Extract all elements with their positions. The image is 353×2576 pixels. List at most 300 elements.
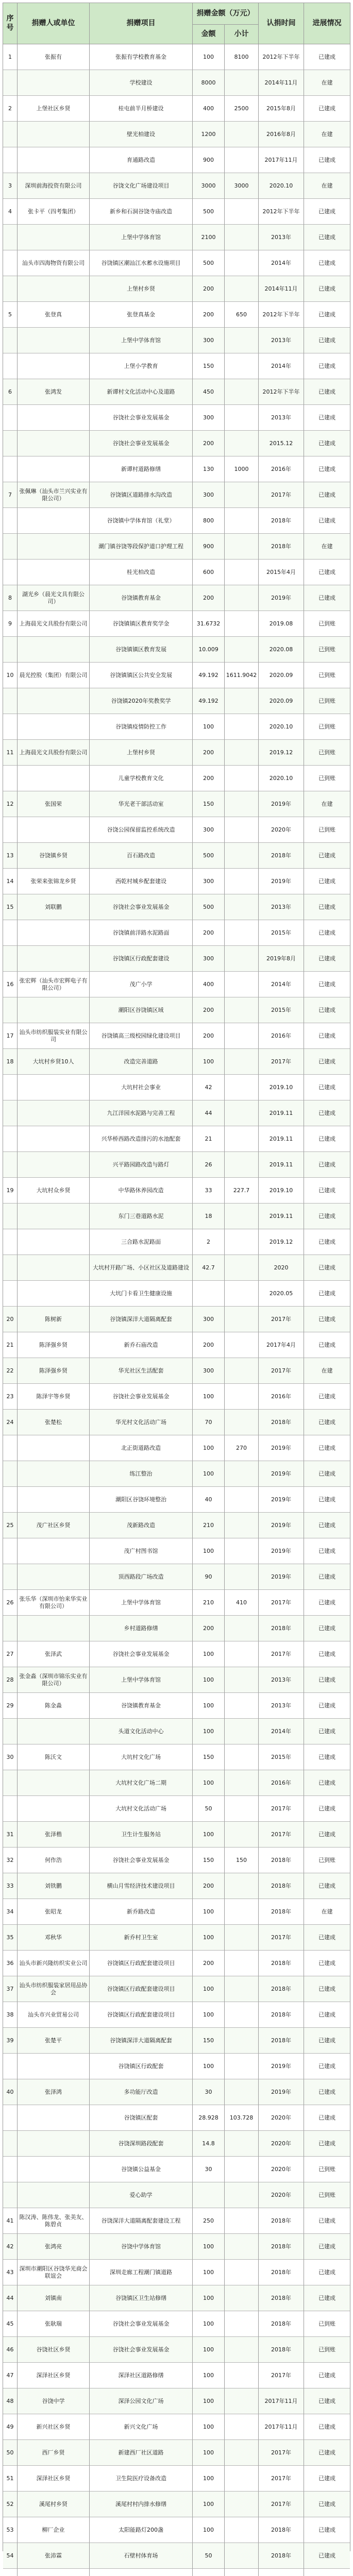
row-project: 新乔村卫生室	[90, 1925, 193, 1951]
table-row	[3, 2466, 350, 2492]
row-index: 36	[3, 1951, 18, 1976]
row-progress: 已建成	[304, 1100, 350, 1126]
row-amount: 100	[193, 2285, 225, 2311]
row-pledge-time: 2015年	[259, 1744, 304, 1770]
row-progress: 已建成	[304, 44, 350, 70]
row-pledge-time: 2019年	[259, 585, 304, 611]
header-progress: 进展情况	[304, 3, 350, 44]
row-amount: 10.009	[193, 637, 225, 663]
row-pledge-time: 2015年	[259, 920, 304, 946]
table-row	[3, 1719, 350, 1744]
row-donor	[18, 1538, 90, 1564]
row-amount: 49.192	[193, 688, 225, 714]
row-project: 上堡村乡贤	[90, 740, 193, 766]
row-pledge-time: 2018年	[259, 1848, 304, 1873]
table-row	[3, 2311, 350, 2337]
row-pledge-time: 2019.08	[259, 611, 304, 637]
row-progress: 已到账	[304, 611, 350, 637]
row-project: 育通路改造	[90, 147, 193, 173]
row-donor	[18, 920, 90, 946]
row-progress: 已建成	[304, 2440, 350, 2466]
row-subtotal	[225, 1976, 259, 2002]
row-subtotal	[225, 2311, 259, 2337]
row-progress: 已建成	[304, 250, 350, 276]
row-index: 34	[3, 1899, 18, 1925]
row-donor: 深泽社区乡贤	[18, 2466, 90, 2492]
row-pledge-time: 2019年8月	[259, 946, 304, 972]
row-pledge-time: 2017年11月	[259, 147, 304, 173]
row-progress: 在建	[304, 791, 350, 817]
row-amount: 100	[193, 2492, 225, 2517]
row-donor	[18, 1100, 90, 1126]
row-index: 10	[3, 663, 18, 688]
row-project: 新乔石庙改造	[90, 1332, 193, 1358]
row-pledge-time: 2013年	[259, 1693, 304, 1719]
row-index	[3, 1616, 18, 1641]
row-pledge-time: 2016年	[259, 1770, 304, 1796]
row-subtotal: 1000	[225, 456, 259, 482]
row-index: 4	[3, 199, 18, 225]
table-row	[3, 1332, 350, 1358]
row-project: 大坑村开路广场、小区社区及道路建设	[90, 1255, 193, 1281]
row-progress: 已建成	[304, 2002, 350, 2028]
row-donor	[18, 1770, 90, 1796]
row-amount: 21	[193, 1126, 225, 1152]
row-index: 20	[3, 1307, 18, 1332]
table-row	[3, 2028, 350, 2054]
row-donor: 溪尾村乡贤	[18, 2492, 90, 2517]
row-index: 19	[3, 1178, 18, 1204]
row-progress: 已建成	[304, 1641, 350, 1667]
row-project: 张振有学校教育基金	[90, 44, 193, 70]
row-subtotal	[225, 534, 259, 560]
row-donor: 茂广社区乡贤	[18, 1513, 90, 1538]
row-project: 东门三巷道路水泥	[90, 1204, 193, 1229]
row-progress: 已建成	[304, 1384, 350, 1410]
row-index	[3, 2157, 18, 2182]
row-pledge-time: 2019.11	[259, 1204, 304, 1229]
row-donor	[18, 1616, 90, 1641]
row-pledge-time: 2017年	[259, 1307, 304, 1332]
table-row	[3, 1487, 350, 1513]
row-subtotal	[225, 766, 259, 791]
row-donor	[18, 1075, 90, 1100]
row-index	[3, 405, 18, 431]
row-progress: 已建成	[304, 1616, 350, 1641]
row-subtotal	[225, 1822, 259, 1848]
row-index: 31	[3, 1822, 18, 1848]
row-donor: 晨光控股（集团）有限公司	[18, 663, 90, 688]
row-project: 新乔路改造	[90, 1899, 193, 1925]
row-amount: 30	[193, 2079, 225, 2105]
row-subtotal	[225, 637, 259, 663]
row-index	[3, 328, 18, 353]
row-index	[3, 276, 18, 302]
row-subtotal	[225, 1461, 259, 1487]
row-amount: 100	[193, 1719, 225, 1744]
row-progress: 在建	[304, 122, 350, 147]
table-row	[3, 1126, 350, 1152]
table-row	[3, 1822, 350, 1848]
header-subtotal: 小计	[225, 25, 259, 44]
row-subtotal	[225, 688, 259, 714]
row-project: 谷饶中学体育馆	[90, 2234, 193, 2260]
row-index	[3, 1229, 18, 1255]
row-subtotal	[225, 2466, 259, 2492]
row-pledge-time: 2019年	[259, 869, 304, 894]
row-project: 谷饶镇公益基金	[90, 2157, 193, 2182]
row-progress: 已建成	[304, 1281, 350, 1307]
row-progress: 已建成	[304, 1590, 350, 1616]
row-project: 溪尾村村内排水修缮	[90, 2492, 193, 2517]
row-project: 谷饶社会事业发展基金	[90, 405, 193, 431]
row-index	[3, 1255, 18, 1281]
row-subtotal	[225, 2260, 259, 2285]
table-row	[3, 869, 350, 894]
row-progress: 已到账	[304, 688, 350, 714]
row-index	[3, 1126, 18, 1152]
row-amount: 300	[193, 482, 225, 508]
row-subtotal	[225, 2079, 259, 2105]
row-progress: 已建成	[304, 1049, 350, 1075]
row-index	[3, 920, 18, 946]
table-row	[3, 1023, 350, 1049]
row-subtotal	[225, 482, 259, 508]
table-row	[3, 1513, 350, 1538]
row-pledge-time: 2016年	[259, 456, 304, 482]
row-pledge-time: 2012年下半年	[259, 379, 304, 405]
row-donor: 大坑村众乡贤	[18, 1178, 90, 1204]
row-index	[3, 714, 18, 740]
table-row	[3, 1693, 350, 1719]
table-header	[3, 3, 350, 44]
row-donor: 张金淼（深圳市锦乐实业有限公司）	[18, 1667, 90, 1693]
row-pledge-time: 2017年4月	[259, 1332, 304, 1358]
table-row	[3, 1075, 350, 1100]
row-progress: 已建成	[304, 1822, 350, 1848]
row-project: 谷饶镇镇区教育奖学金	[90, 611, 193, 637]
row-amount: 300	[193, 328, 225, 353]
row-pledge-time: 2018年	[259, 2311, 304, 2337]
row-index: 1	[3, 44, 18, 70]
row-pledge-time: 2016年	[259, 1384, 304, 1410]
row-amount: 100	[193, 1461, 225, 1487]
row-subtotal	[225, 2337, 259, 2363]
row-project: 西乾村城乡配套建设	[90, 869, 193, 894]
row-pledge-time: 2019.10	[259, 1075, 304, 1100]
row-subtotal: 410	[225, 1590, 259, 1616]
row-donor: 深圳前海投资有限公司	[18, 173, 90, 199]
row-subtotal	[225, 585, 259, 611]
table-row	[3, 199, 350, 225]
row-progress: 已到账	[304, 2157, 350, 2182]
table-row	[3, 1848, 350, 1873]
row-progress: 已建成	[304, 1564, 350, 1590]
table-row	[3, 740, 350, 766]
row-index	[3, 431, 18, 456]
row-project: 上堡村乡贤	[90, 276, 193, 302]
row-pledge-time: 2014年	[259, 972, 304, 997]
row-subtotal	[225, 2543, 259, 2569]
table-row	[3, 843, 350, 869]
table-row	[3, 1976, 350, 2002]
row-donor	[18, 534, 90, 560]
row-project: 新谭村文化活动中心及道路	[90, 379, 193, 405]
row-subtotal	[225, 817, 259, 843]
row-subtotal: 270	[225, 1435, 259, 1461]
table-row	[3, 328, 350, 353]
row-subtotal	[225, 2131, 259, 2157]
row-pledge-time: 2016年	[259, 1023, 304, 1049]
row-index	[3, 2054, 18, 2079]
row-progress: 已建成	[304, 1976, 350, 2002]
row-subtotal	[225, 379, 259, 405]
row-subtotal	[225, 2234, 259, 2260]
row-index: 17	[3, 1023, 18, 1049]
row-amount	[193, 1281, 225, 1307]
row-pledge-time: 2015年	[259, 997, 304, 1023]
row-subtotal	[225, 70, 259, 96]
row-donor: 西厂乡贤	[18, 2440, 90, 2466]
row-donor: 新兴社区乡贤	[18, 2414, 90, 2440]
row-progress: 已建成	[304, 2208, 350, 2234]
row-project: 谷饶镇区行政配套建设项目	[90, 1976, 193, 2002]
row-donor: 刘铁鹏	[18, 1873, 90, 1899]
row-project: 潮阳区谷饶环境整治	[90, 1487, 193, 1513]
row-subtotal: 8100	[225, 44, 259, 70]
row-index	[3, 1461, 18, 1487]
row-donor: 上堡社区乡贤	[18, 96, 90, 122]
header-index: 序号	[3, 3, 18, 44]
table-row	[3, 96, 350, 122]
table-row	[3, 2208, 350, 2234]
row-amount: 26	[193, 1152, 225, 1178]
table-row	[3, 1616, 350, 1641]
table-row	[3, 225, 350, 250]
row-index: 49	[3, 2414, 18, 2440]
row-subtotal	[225, 1719, 259, 1744]
row-progress: 已建成	[304, 147, 350, 173]
row-project: 谷饶镇中学体育馆（礼堂）	[90, 508, 193, 534]
row-project: 新建西厂社区道路	[90, 2440, 193, 2466]
row-pledge-time: 2019.11	[259, 1126, 304, 1152]
row-pledge-time: 2017年	[259, 2440, 304, 2466]
row-project: 上堡小学教育	[90, 353, 193, 379]
table-row	[3, 1435, 350, 1461]
row-pledge-time: 2020年	[259, 2157, 304, 2182]
donation-table	[3, 3, 350, 2559]
row-amount: 900	[193, 147, 225, 173]
table-row	[3, 946, 350, 972]
table-row	[3, 1925, 350, 1951]
row-progress: 已建成	[304, 843, 350, 869]
table-row	[3, 2054, 350, 2079]
table-row	[3, 2440, 350, 2466]
row-project: 华光村文化活动广场	[90, 1410, 193, 1435]
row-donor	[18, 1796, 90, 1822]
row-progress: 已建成	[304, 1770, 350, 1796]
row-project: 顶西路段广场改造	[90, 1564, 193, 1590]
table-row	[3, 1384, 350, 1410]
row-pledge-time: 2019年	[259, 791, 304, 817]
table-row	[3, 2157, 350, 2182]
row-subtotal	[225, 199, 259, 225]
row-index	[3, 1538, 18, 1564]
row-progress: 已建成	[304, 2363, 350, 2388]
row-amount: 200	[193, 585, 225, 611]
row-subtotal	[225, 2285, 259, 2311]
row-project: 潮门镇谷饶等段保护道口护理工程	[90, 534, 193, 560]
row-subtotal	[225, 560, 259, 585]
row-amount: 150	[193, 1848, 225, 1873]
row-donor: 深泽社区乡贤	[18, 2363, 90, 2388]
row-progress: 已建成	[304, 1023, 350, 1049]
row-amount: 28.928	[193, 2105, 225, 2131]
row-progress: 已建成	[304, 2466, 350, 2492]
row-donor	[18, 1281, 90, 1307]
row-donor: 陈泽宇等乡贤	[18, 1384, 90, 1410]
table-row	[3, 405, 350, 431]
row-project: 深泽公园文化广场	[90, 2388, 193, 2414]
header-project: 捐赠项目	[90, 3, 193, 44]
table-row	[3, 611, 350, 637]
row-pledge-time: 2013年	[259, 328, 304, 353]
row-subtotal: 2500	[225, 96, 259, 122]
row-index: 35	[3, 1925, 18, 1951]
row-project: 练江整治	[90, 1461, 193, 1487]
row-subtotal	[225, 1023, 259, 1049]
row-donor	[18, 2182, 90, 2208]
row-amount: 300	[193, 1358, 225, 1384]
row-subtotal: 150	[225, 1848, 259, 1873]
row-pledge-time: 2019年	[259, 1435, 304, 1461]
table-row	[3, 2517, 350, 2543]
table-row	[3, 714, 350, 740]
row-amount: 100	[193, 1976, 225, 2002]
row-progress: 已建成	[304, 1461, 350, 1487]
row-subtotal	[225, 791, 259, 817]
row-amount: 100	[193, 1435, 225, 1461]
row-pledge-time: 2017年	[259, 2466, 304, 2492]
table-row	[3, 482, 350, 508]
row-subtotal	[225, 1152, 259, 1178]
row-subtotal	[225, 1899, 259, 1925]
row-project: 兴平路园路改造与路灯	[90, 1152, 193, 1178]
row-pledge-time: 2012年下半年	[259, 199, 304, 225]
row-pledge-time: 2014年	[259, 353, 304, 379]
table-row	[3, 2543, 350, 2569]
row-pledge-time: 2017年	[259, 2363, 304, 2388]
row-pledge-time: 2018年	[259, 2234, 304, 2260]
table-row	[3, 353, 350, 379]
row-index: 2	[3, 96, 18, 122]
row-project: 桂屯前半月桥建设	[90, 96, 193, 122]
row-amount: 49.192	[193, 663, 225, 688]
header-pledge-time: 认捐时间	[259, 3, 304, 44]
row-index: 43	[3, 2260, 18, 2285]
row-donor	[18, 817, 90, 843]
row-pledge-time: 2015.12	[259, 431, 304, 456]
row-pledge-time: 2020年	[259, 2182, 304, 2208]
row-donor	[18, 2105, 90, 2131]
table-row	[3, 508, 350, 534]
row-index	[3, 688, 18, 714]
table-row	[3, 2002, 350, 2028]
row-donor	[18, 147, 90, 173]
row-progress: 已建成	[304, 353, 350, 379]
row-project: 太阳能路灯200盏	[90, 2517, 193, 2543]
row-pledge-time: 2018年	[259, 843, 304, 869]
row-subtotal	[225, 1693, 259, 1719]
row-index: 18	[3, 1049, 18, 1075]
row-pledge-time: 2019年	[259, 1538, 304, 1564]
row-project: 谷饶镇疫情防控工作	[90, 714, 193, 740]
table-row	[3, 1152, 350, 1178]
row-project: 新兴文化广场	[90, 2414, 193, 2440]
row-pledge-time: 2018年	[259, 2028, 304, 2054]
row-pledge-time: 2020	[259, 1255, 304, 1281]
row-project: 壁光柏建设	[90, 122, 193, 147]
row-amount: 100	[193, 1925, 225, 1951]
row-pledge-time: 2019年	[259, 1461, 304, 1487]
row-project: 大坑村社会事业	[90, 1075, 193, 1100]
row-progress: 已建成	[304, 2285, 350, 2311]
row-pledge-time: 2020.09	[259, 663, 304, 688]
row-amount: 300	[193, 1307, 225, 1332]
row-project: 谷饶镇区道路排水沟改造	[90, 482, 193, 508]
row-pledge-time: 2018年	[259, 2002, 304, 2028]
row-index: 45	[3, 2311, 18, 2337]
row-pledge-time: 2017年	[259, 1822, 304, 1848]
row-subtotal	[225, 1281, 259, 1307]
row-amount	[193, 2182, 225, 2208]
row-donor	[18, 122, 90, 147]
row-project: 学校建设	[90, 70, 193, 96]
table-row	[3, 1229, 350, 1255]
row-progress: 已建成	[304, 1796, 350, 1822]
row-pledge-time: 2012年下半年	[259, 44, 304, 70]
row-progress: 已建成	[304, 2079, 350, 2105]
row-donor	[18, 456, 90, 482]
row-subtotal	[225, 147, 259, 173]
row-amount: 450	[193, 379, 225, 405]
row-subtotal	[225, 714, 259, 740]
row-pledge-time: 2018年	[259, 2208, 304, 2234]
row-donor: 张鸿亮	[18, 2234, 90, 2260]
row-donor	[18, 1204, 90, 1229]
row-subtotal	[225, 2492, 259, 2517]
table-row	[3, 431, 350, 456]
row-donor: 汕头市四海物资有限公司	[18, 250, 90, 276]
row-amount: 600	[193, 560, 225, 585]
table-row	[3, 70, 350, 96]
row-subtotal	[225, 2517, 259, 2543]
row-index	[3, 2569, 18, 2576]
row-subtotal	[225, 2440, 259, 2466]
row-index: 25	[3, 1513, 18, 1538]
row-index	[3, 2131, 18, 2157]
row-progress: 已建成	[304, 1719, 350, 1744]
row-index	[3, 250, 18, 276]
row-donor: 张泽楷	[18, 1822, 90, 1848]
row-pledge-time: 2018年	[259, 534, 304, 560]
row-pledge-time: 2019.12	[259, 740, 304, 766]
header-donor: 捐赠人或单位	[18, 3, 90, 44]
table-row	[3, 1899, 350, 1925]
row-amount: 200	[193, 1951, 225, 1976]
row-project: 上堡中学体育馆	[90, 328, 193, 353]
row-pledge-time: 2012年下半年	[259, 302, 304, 328]
